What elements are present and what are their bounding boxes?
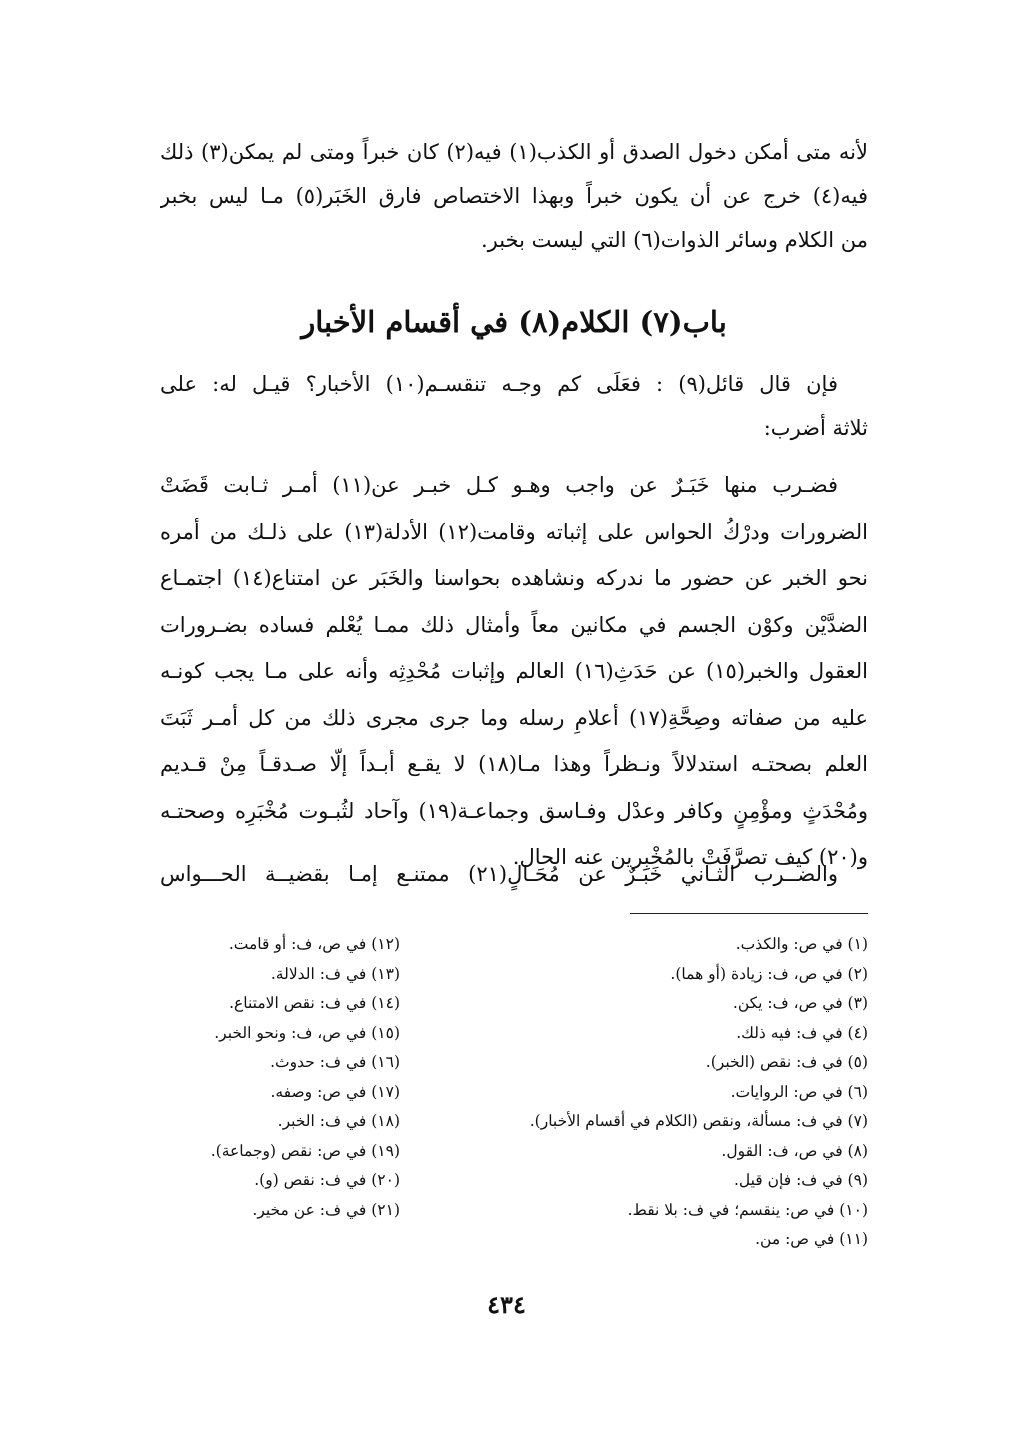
footnote: (١٨) في ف: الخبر.: [277, 1112, 400, 1130]
page-number: ٤٣٤: [487, 1290, 526, 1319]
second-kind-paragraph: [160, 852, 868, 896]
footnote: (٤) في ف: فيه ذلك.: [736, 1023, 868, 1042]
footnote: (١٥) في ص، ف: ونحو الخبر.: [214, 1023, 400, 1042]
paragraph-line: الضدَّيْن وكوْن الجسم في مكانين معاً وأمثال ذلك ممـا يُعْلم فساده بضـرورات: [160, 612, 868, 637]
footnote: (٨) في ص، ف: القول.: [721, 1141, 868, 1160]
footnote-divider: [630, 913, 868, 914]
chapter-heading: باب(٧) الكلام(٨) في أقسام الأخبار: [301, 305, 727, 339]
footnote: (٢٠) في ف: نقص (و).: [254, 1171, 400, 1189]
footnote: (١٤) في ف: نقص الامتناع.: [229, 994, 400, 1012]
question-paragraph: [160, 362, 868, 450]
paragraph-line: الضرورات ودرْكُ الحواس على إثباته وقامت(١٢) الأدلة(١٣) على ذلـك من أمره: [160, 519, 868, 544]
intro-paragraph: [160, 130, 868, 262]
footnote: (٩) في ف: فإن قيل.: [733, 1171, 868, 1189]
footnote: (٦) في ص: الروايات.: [730, 1082, 868, 1101]
paragraph-line: العلم بصحتـه استدلالاً ونـظراً وهذا مـا(١٨) لا يقـع أبـداً إلّا صـدقـاً مِنْ قـديم: [160, 752, 868, 776]
footnote: (١٠) في ص: ينقسم؛ في ف: بلا نقط.: [627, 1200, 868, 1219]
footnote: (٥) في ف: نقص (الخبر).: [705, 1053, 868, 1071]
question-line: ثلاثة أضرب:: [763, 416, 868, 440]
footnote: (٣) في ص، ف: يكن.: [732, 994, 868, 1012]
footnote: (١٣) في ف: الدلالة.: [270, 964, 400, 983]
paragraph-line: العقول والخبر(١٥) عن حَدَثِ(١٦) العالم وإثبات مُحْدِثِه وأنه على مـا يجب كونـه: [160, 659, 868, 683]
footnote: (٢) في ص، ف: زيادة (أو هما).: [670, 964, 868, 983]
footnote: (١٧) في ص: وصفه.: [270, 1082, 400, 1101]
paragraph-line: و(٢٠) كيف تصرَّفَتْ بالمُخْبِرين عنه الحال.: [512, 845, 868, 869]
paragraph-line: نحو الخبر عن حضور ما ندركه ونشاهده بحواسنا والخَبَر عن امتناع(١٤) اجتمـاع: [160, 566, 868, 590]
intro-line: لأنه متى أمكن دخول الصدق أو الكذب(١) فيه(٢) كان خبراً ومتى لم يمكن(٣) ذلك: [160, 140, 868, 164]
paragraph-line: ومُحْدَثٍ ومؤْمِنٍ وكافر وعدْل وفـاسق وجماعـة(١٩) وآحاد لثُبـوت مُخْبَرِه وصحتـه: [160, 798, 868, 823]
paragraph-line: عليه من صفاته وصِحَّةِ(١٧) أعلامِ رسله وما جرى مجرى ذلك من كل أمـر ثَبَتَ: [160, 705, 868, 730]
footnotes-column-right: [440, 930, 868, 1255]
paragraph-line: فضـرب منها خَبَـرٌ عن واجب وهـو كـل خبـر عن(١١) أمـر ثـابت قَضَتْ: [160, 473, 838, 497]
footnote: (١١) في ص: من.: [755, 1230, 868, 1248]
intro-line: فيه(٤) خرج عن أن يكون خبراً وبهذا الاختصاص فارق الخَبَر(٥) مـا ليس بخبر: [160, 184, 868, 208]
question-line: فإن قال قائل(٩) : فعَلَى كم وجـه تنقسـم(١٠) الأخبار؟ قيـل له: على: [160, 372, 838, 396]
footnotes-column-left: [150, 930, 400, 1225]
footnote: (١) في ص: والكذب.: [735, 935, 868, 953]
first-kind-paragraph: [160, 462, 868, 881]
footnote: (١٢) في ص، ف: أو قامت.: [228, 935, 400, 953]
footnote: (٧) في ف: مسألة، ونقص (الكلام في أقسام الأخبار).: [529, 1112, 868, 1130]
paragraph-line: والضــرب الثـاني خَبَـرٌ عن مُحَـالٍ(٢١) ممتنـع إمـا بقضيــة الحـــواس: [160, 862, 839, 886]
intro-line: من الكلام وسائر الذوات(٦) التي ليست بخبر.: [480, 228, 868, 252]
footnote: (٢١) في ف: عن مخير.: [252, 1200, 400, 1219]
footnote: (١٦) في ف: حدوث.: [270, 1053, 400, 1071]
footnote: (١٩) في ص: نقص (وجماعة).: [210, 1141, 400, 1160]
